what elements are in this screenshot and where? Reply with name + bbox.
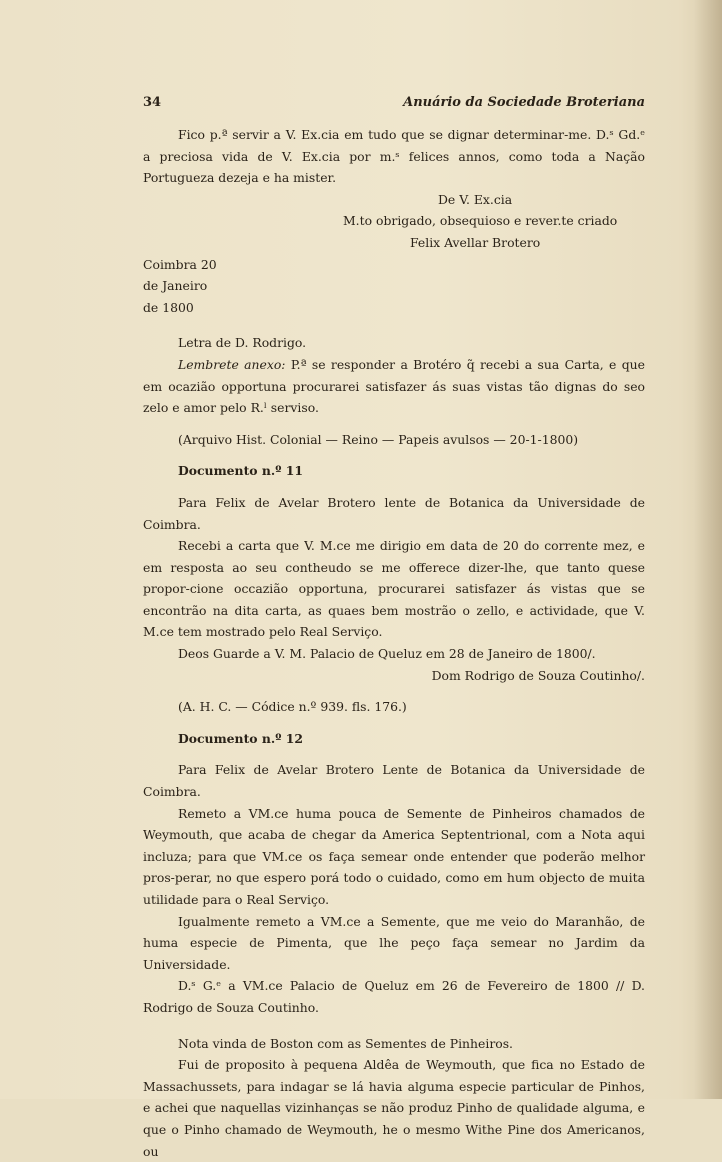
page-content [143,92,645,1162]
note-lembrete [143,354,645,419]
doc11-para-1: Para Felix de Avelar Brotero lente de Botanica da Universidade de Coimbra. [143,494,645,532]
letter-body: Fico p.ª servir a V. Ex.cia em tudo que se dignar determinar-me. D.ˢ Gd.ᵉ a preciosa vida de V. Ex.cia por m.ˢ felices annos, como toda a Nação Portugueza dezeja e ha mister. [143,127,645,186]
letter-closing-2: M.to obrigado, obsequioso e rever.te criado [343,213,618,229]
note-line: Letra de D. Rodrigo. [178,335,307,351]
letter-date-1: Coimbra 20 [143,256,217,272]
document-11-title: Documento n.º 11 [178,463,303,479]
letter-date-3: de 1800 [143,299,194,315]
archive-reference-1: (Arquivo Hist. Colonial — Reino — Papeis avulsos — 20-1-1800) [178,431,579,447]
page-header [143,92,645,114]
doc12-para-2: Remeto a VM.ce huma pouca de Semente de Pinheiros chamados de Weymouth, que acaba de chegar da America Septentrional, com a Nota aqui incluza; para que VM.ce os faça semear onde entender que poderão melhor pros-perar, no que espero porá todo o cuidado, como em hum objecto de muita utilidade para o Real Serviço. [143,805,645,907]
doc12-para-4: D.ˢ G.ᵉ a VM.ce Palacio de Queluz em 26 de Fevereiro de 1800 // D. Rodrigo de Souza Coutinho. [143,978,645,1015]
doc12-para-3: Igualmente remeto a VM.ce a Semente, que me veio do Maranhão, de huma especie de Pimenta, que lhe peço faça semear no Jardim da Universidade. [143,913,645,972]
boston-note-title: Nota vinda de Boston com as Sementes de Pinheiros. [178,1035,513,1051]
document-12-title: Documento n.º 12 [178,730,303,746]
page-edge-shadow [694,0,722,1099]
archive-reference-2: (A. H. C. — Códice n.º 939. fls. 176.) [178,699,407,715]
lembrete-label: Lembrete anexo: [178,356,286,372]
doc12-para-1: Para Felix de Avelar Brotero Lente de Botanica da Universidade de Coimbra. [143,762,645,800]
letter-signature: Felix Avellar Brotero [410,234,541,250]
letter-date-2: de Janeiro [143,278,208,294]
letter-closing-1: De V. Ex.cia [438,191,513,207]
lembrete-text: P.ª se responder a Brotéro q̃ recebi a sua Carta, e que em ocazião opportuna procurarei satisfazer ás suas vistas tão dignas do seo zelo e amor pelo R.ˡ serviso. [143,356,645,416]
running-title: Anuário da Sociedade Broteriana [403,95,645,110]
page-number: 34 [143,95,162,110]
doc11-para-3: Deos Guarde a V. M. Palacio de Queluz em 28 de Janeiro de 1800/. [178,646,596,662]
doc11-signature: Dom Rodrigo de Souza Coutinho/. [431,667,645,683]
doc11-para-2: Recebi a carta que V. M.ce me dirigio em data de 20 do corrente mez, e em resposta ao seu contheudo se me offerece dizer-lhe, que tanto quese propor-cione occazião opportuna, procurarei satisfazer ás vistas que se encontrão na dita carta, as quaes bem mostrão o zello, e actividade, que V. M.ce tem mostrado pelo Real Serviço. [143,538,645,640]
boston-note-para: Fui de proposito à pequena Aldêa de Weymouth, que fica no Estado de Massachussets, para indagar se lá havia alguma especie particular de Pinhos, e achei que naquellas vizinhanças se não produz Pinho de qualidade alguma, e que o Pinho chamado de Weymouth, he o mesmo Withe Pine dos Americanos, ou [143,1057,645,1159]
